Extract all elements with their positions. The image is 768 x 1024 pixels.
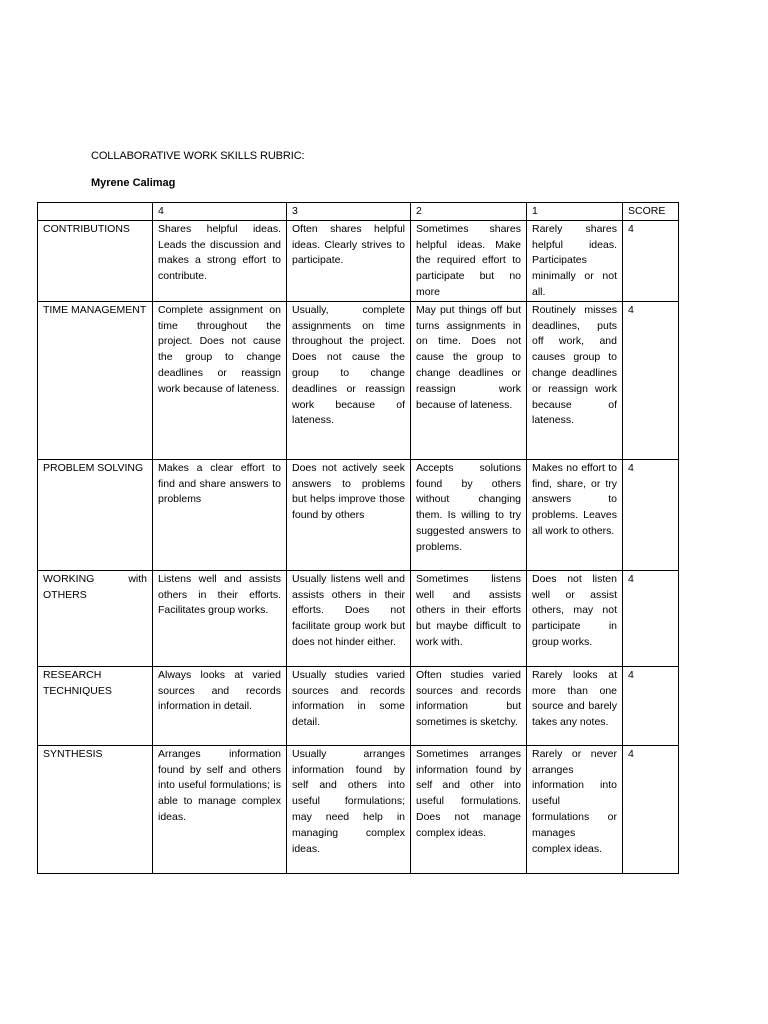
header-cell-level-1: 1 [527,203,623,221]
score-cell: 4 [623,666,679,745]
table-row [38,301,679,459]
score-cell: 4 [623,570,679,666]
criterion-cell: PROBLEM SOLVING [38,459,153,570]
level-1-cell: Rarely looks at more than one source and barely takes any notes. [527,666,623,745]
level-2-cell: Often studies varied sources and records information but sometimes is sketchy. [411,666,527,745]
score-cell: 4 [623,220,679,301]
criterion-cell: SYNTHESIS [38,745,153,873]
level-3-cell: Often shares helpful ideas. Clearly strives to participate. [287,220,411,301]
table-row [38,745,679,873]
level-2-cell: Sometimes shares helpful ideas. Make the required effort to participate but no more [411,220,527,301]
level-3-cell: Usually arranges information found by self and others into useful formulations; may need help in managing complex ideas. [287,745,411,873]
criterion-cell: RESEARCH TECHNIQUES [38,666,153,745]
criterion-cell: CONTRIBUTIONS [38,220,153,301]
document-title: COLLABORATIVE WORK SKILLS RUBRIC: [91,150,305,162]
level-1-cell: Makes no effort to find, share, or try answers to problems. Leaves all work to others. [527,459,623,570]
level-1-cell: Does not listen well or assist others, may not participate in group works. [527,570,623,666]
level-2-cell: Sometimes listens well and assists others in their efforts but maybe difficult to work with. [411,570,527,666]
table-row [38,666,679,745]
level-4-cell: Complete assignment on time throughout the project. Does not cause the group to change deadlines or reassign work because of lateness. [153,301,287,459]
score-cell: 4 [623,745,679,873]
level-3-cell: Usually, complete assignments on time throughout the project. Does not cause the group to change deadlines or reassign work because of lateness. [287,301,411,459]
level-4-cell: Always looks at varied sources and records information in detail. [153,666,287,745]
level-2-cell: Accepts solutions found by others without changing them. Is willing to try suggested answers to problems. [411,459,527,570]
header-row [38,203,679,221]
level-2-cell: May put things off but turns assignments in on time. Does not cause the group to change deadlines or reassign work because of lateness. [411,301,527,459]
header-cell-level-2: 2 [411,203,527,221]
header-cell-level-4: 4 [153,203,287,221]
header-cell-criterion [38,203,153,221]
header-cell-level-3: 3 [287,203,411,221]
level-4-cell: Shares helpful ideas. Leads the discussion and makes a strong effort to contribute. [153,220,287,301]
level-3-cell: Usually listens well and assists others in their efforts. Does not facilitate group work but does not hinder either. [287,570,411,666]
author-name: Myrene Calimag [91,177,176,189]
level-2-cell: Sometimes arranges information found by self and other into useful formulations. Does not manage complex ideas. [411,745,527,873]
criterion-cell: TIME MANAGEMENT [38,301,153,459]
level-1-cell: Routinely misses deadlines, puts off work, and causes group to change deadlines or reassign work because of lateness. [527,301,623,459]
header-cell-score: SCORE [623,203,679,221]
rubric-table [37,202,679,874]
criterion-cell: WORKING with OTHERS [38,570,153,666]
level-3-cell: Usually studies varied sources and records information in some detail. [287,666,411,745]
level-1-cell: Rarely or never arranges information into useful formulations or manages complex ideas. [527,745,623,873]
level-4-cell: Listens well and assists others in their efforts. Facilitates group works. [153,570,287,666]
level-1-cell: Rarely shares helpful ideas. Participates minimally or not all. [527,220,623,301]
level-4-cell: Makes a clear effort to find and share answers to problems [153,459,287,570]
table-row [38,570,679,666]
score-cell: 4 [623,301,679,459]
table-row [38,459,679,570]
score-cell: 4 [623,459,679,570]
level-3-cell: Does not actively seek answers to problems but helps improve those found by others [287,459,411,570]
table-row [38,220,679,301]
level-4-cell: Arranges information found by self and others into useful formulations; is able to manage complex ideas. [153,745,287,873]
